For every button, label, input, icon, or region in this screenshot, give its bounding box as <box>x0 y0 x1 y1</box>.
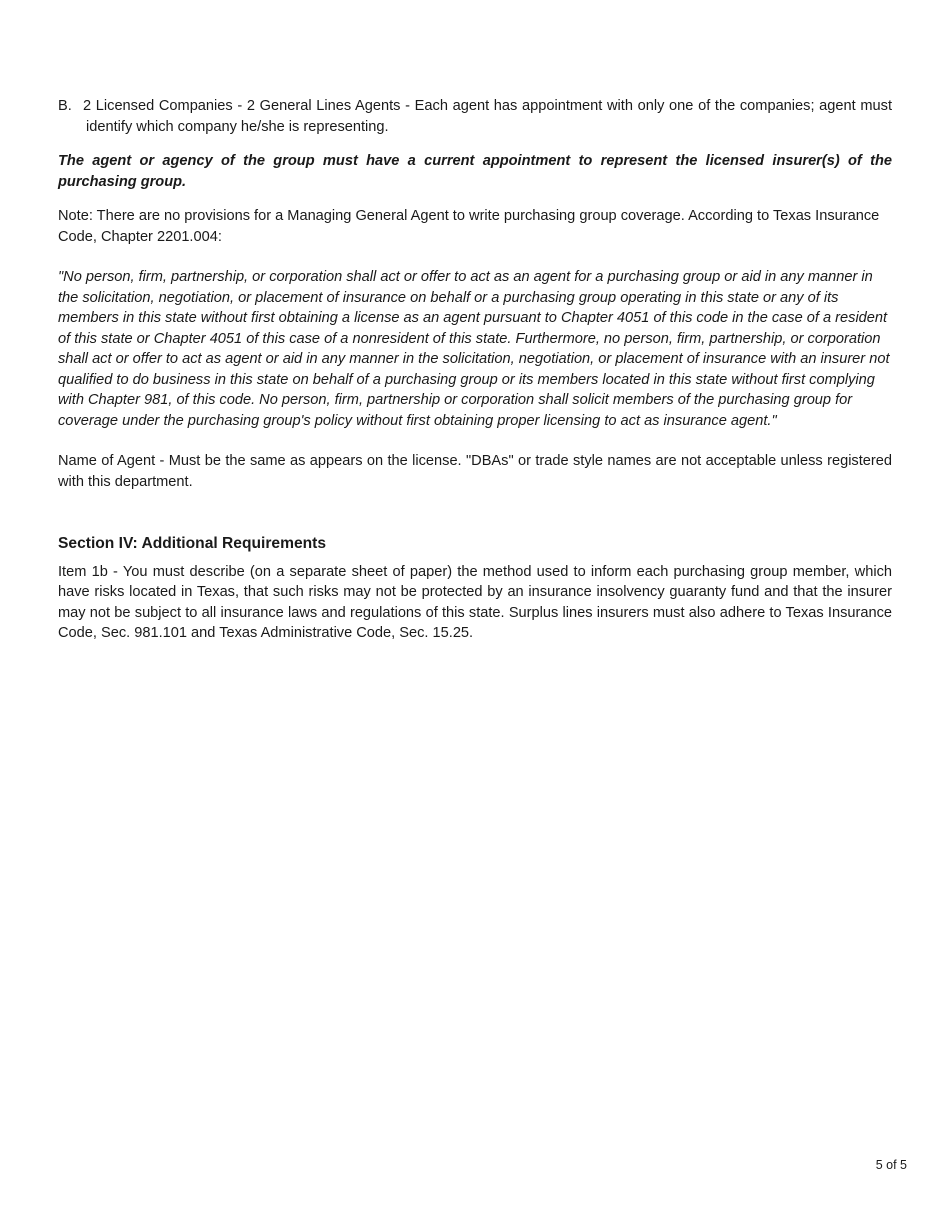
item-b-paragraph <box>58 96 892 137</box>
document-page <box>58 96 892 644</box>
appointment-statement: The agent or agency of the group must have a current appointment to represent the licensed insurer(s) of the purchasing group. <box>58 153 892 190</box>
item-1b-paragraph: Item 1b - You must describe (on a separate sheet of paper) the method used to inform each purchasing group member, which have risks located in Texas, that such risks may not be protected by an insurance insolvency guaranty fund and that the insurer may not be subject to all insurance laws and regulations of this state. Surplus lines insurers must also adhere to Texas Insurance Code, Sec. 981.101 and Texas Administrative Code, Sec. 15.25. <box>58 563 892 641</box>
mga-note: Note: There are no provisions for a Managing General Agent to write purchasing group coverage. According to Texas Insurance Code, Chapter 2201.004: <box>58 208 880 245</box>
agent-name-paragraph: Name of Agent - Must be the same as appears on the license. "DBAs" or trade style names are not acceptable unless registered with this department. <box>58 453 892 490</box>
page-number: 5 of 5 <box>875 1158 907 1172</box>
insurance-code-quote: "No person, firm, partnership, or corporation shall act or offer to act as an agent for a purchasing group or aid in any manner in the solicitation, negotiation, or placement of insurance on behalf or a purchasing group operating in this state or any of its members in this state without first obtaining a license as an agent pursuant to Chapter 4051 of this code in the case of a resident of this state or Chapter 4051 of this case of a nonresident of this state. Furthermore, no person, firm, partnership, or corporation shall act or offer to act as agent or aid in any manner in the solicitation, negotiation, or placement of insurance with an insurer not qualified to do business in this state on behalf of a purchasing group or its members located in this state without first complying with Chapter 981, of this code. No person, firm, partnership or corporation shall solicit members of the purchasing group for coverage under the purchasing group's policy without first obtaining proper licensing to act as insurance agent." <box>58 269 890 429</box>
item-b-marker: B. <box>58 98 72 114</box>
section-iv-heading: Section IV: Additional Requirements <box>58 535 327 552</box>
item-b-text: 2 Licensed Companies - 2 General Lines Agents - Each agent has appointment with only one of the companies; agent must identify which company he/she is representing. <box>83 98 892 135</box>
